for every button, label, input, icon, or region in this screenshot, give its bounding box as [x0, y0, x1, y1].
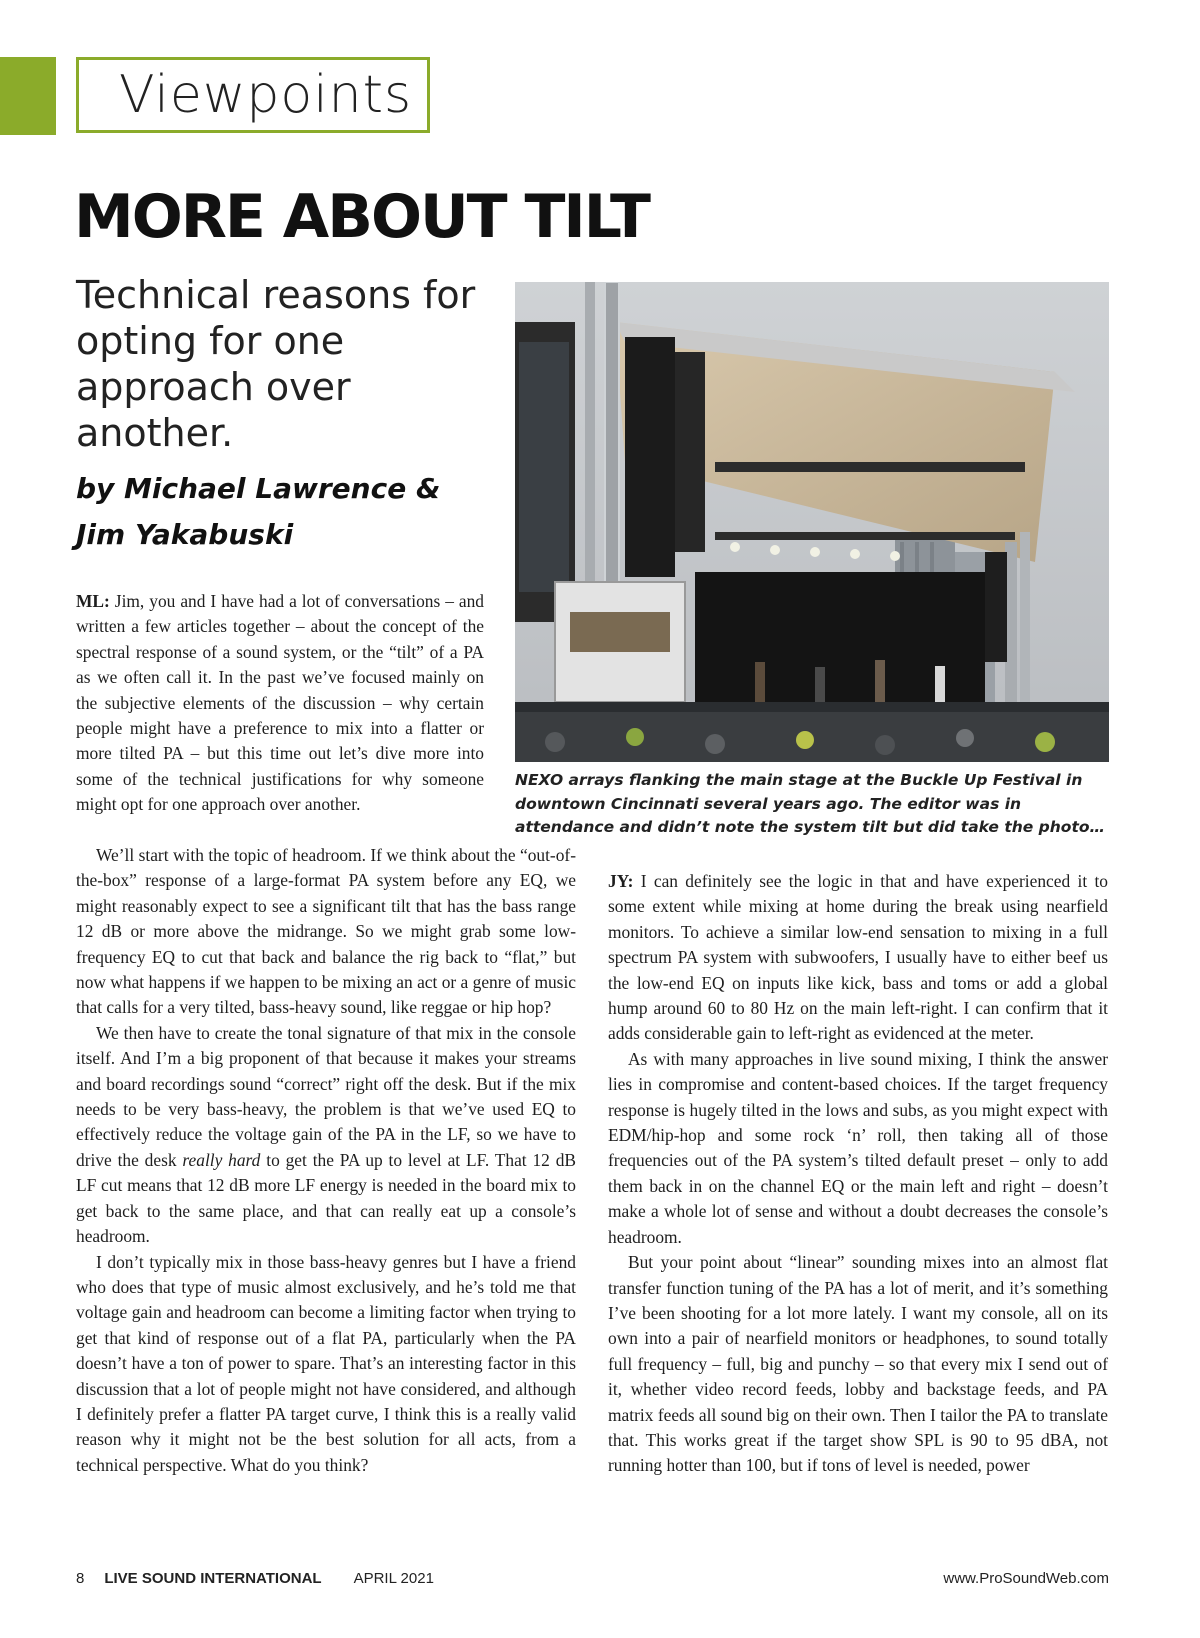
paragraph: But your point about “linear” sounding mixes into an almost flat transfer function tuning of the PA has a lot of merit, and it’s something I’ve been shooting for a lot more lately. I want my console, all on its own into a pair of nearfield monitors or headphones, to sound totally full frequency – full, big and punchy – so that every mix I send out of it, whether video record feeds, lobby and backstage feeds, and PA matrix feeds all sound big on their own. Then I tailor the PA to translate that. This works great if the target show SPL is 90 to 95 dBA, not running hotter than 100, but if tons of level is needed, power [608, 1252, 1108, 1476]
paragraph: I don’t typically mix in those bass-heavy genres but I have a friend who does that type of music almost exclusively, and he’s told me that voltage gain and headroom can become a limiting factor when trying to get that kind of response out of a flat PA, particularly when the PA doesn’t have a ton of power to spare. That’s an interesting factor in this discussion that a lot of people might not have considered, and although I definitely prefer a flatter PA target curve, I think this is a really valid reason why it might not be the best solution for all acts, from a technical perspective. What do you think? [76, 1251, 576, 1475]
issue-date: APRIL 2021 [353, 1569, 434, 1587]
paragraph-text: We then have to create the tonal signature of that mix in the console itself. And I’m a big proponent of that because it makes your streams and board recordings sound “correct” right off the desk. But if the mix needs to be very bass-heavy, the problem is that we’ve used EQ to effectively reduce the voltage gain of the PA in the LF, so we have to drive the desk [76, 1022, 576, 1170]
paragraph-text: to get the PA up to level at LF. That 12 dB LF cut means that 12 dB more LF energy is needed in the board mix to get back to the same place, and that can really eat up a console’s headroom. [76, 1149, 576, 1247]
section-accent-bar [0, 57, 56, 135]
page-footer [76, 1566, 1109, 1590]
speaker-label-ml: ML: [76, 591, 110, 611]
paragraph: We’ll start with the topic of headroom. If we think about the “out-of-the-box” response of a large-format PA system before any EQ, we might reasonably expect to see a significant tilt that has the bass range 12 dB or more above the midrange. So we might grab some low-frequency EQ to cut that back and balance the rig back to “flat,” but now what happens if we happen to be mixing an act or a genre of music that calls for a very tilted, bass-heavy sound, like reggae or hip hop? [76, 845, 576, 1018]
website-link[interactable]: www.ProSoundWeb.com [943, 1569, 1109, 1587]
speaker-label-jy: JY: [608, 871, 634, 891]
byline-line-2: Jim Yakabuski [76, 518, 294, 551]
paragraph-text: Jim, you and I have had a lot of conversations – and written a few articles together – about the concept of the spectral response of a sound system, or the “tilt” of a PA as we often call it. In the past we’ve focused mainly on the subjective elements of the discussion – why certain people might have a preference to mix into a flatter or more tilted PA – but this time out let’s dive more into some of the technical justifications for why someone might opt for one approach over another. [76, 591, 484, 815]
photo-caption: NEXO arrays flanking the main stage at the Buckle Up Festival in downtown Cincinnati several years ago. The editor was in attendance and didn’t note the system tilt but did take the photo… [515, 771, 1106, 836]
paragraph [76, 1021, 576, 1250]
article-column-1 [76, 843, 576, 1478]
emphasis-text: really hard [182, 1149, 261, 1170]
byline [76, 466, 496, 558]
article-column-1-top [76, 589, 484, 818]
stage-photo [515, 282, 1109, 762]
paragraph-text: I can definitely see the logic in that and have experienced it to some extent while mixing at home during the break using nearfield monitors. To achieve a similar low-end sensation to mixing in a full spectrum PA system with subwoofers, I usually have to either beef us the low-end EQ on inputs like kick, bass and toms or add a global hump around 60 to 80 Hz on the main left-right. I can confirm that it adds considerable gain to left-right as evidenced at the meter. [608, 871, 1108, 1044]
article-column-2 [608, 869, 1108, 1479]
page-number: 8 [76, 1569, 85, 1587]
paragraph [608, 869, 1108, 1047]
magazine-name: LIVE SOUND INTERNATIONAL [104, 1569, 322, 1587]
byline-line-1: by Michael Lawrence & [76, 472, 441, 505]
page-title: MORE ABOUT TILT [74, 182, 649, 252]
section-label: Viewpoints [76, 57, 430, 133]
article-deck: Technical reasons for opting for one approach over another. [76, 273, 476, 455]
paragraph [76, 589, 484, 818]
paragraph: As with many approaches in live sound mixing, I think the answer lies in compromise and content-based choices. If the target frequency response is hugely tilted in the lows and subs, as you might expect with EDM/hip-hop and some rock ‘n’ roll, then taking all of those frequencies out of the PA system’s tilted default preset – only to add them back in on the channel EQ or the main left and right – doesn’t make a whole lot of sense and without a doubt decreases the console’s headroom. [608, 1048, 1108, 1247]
